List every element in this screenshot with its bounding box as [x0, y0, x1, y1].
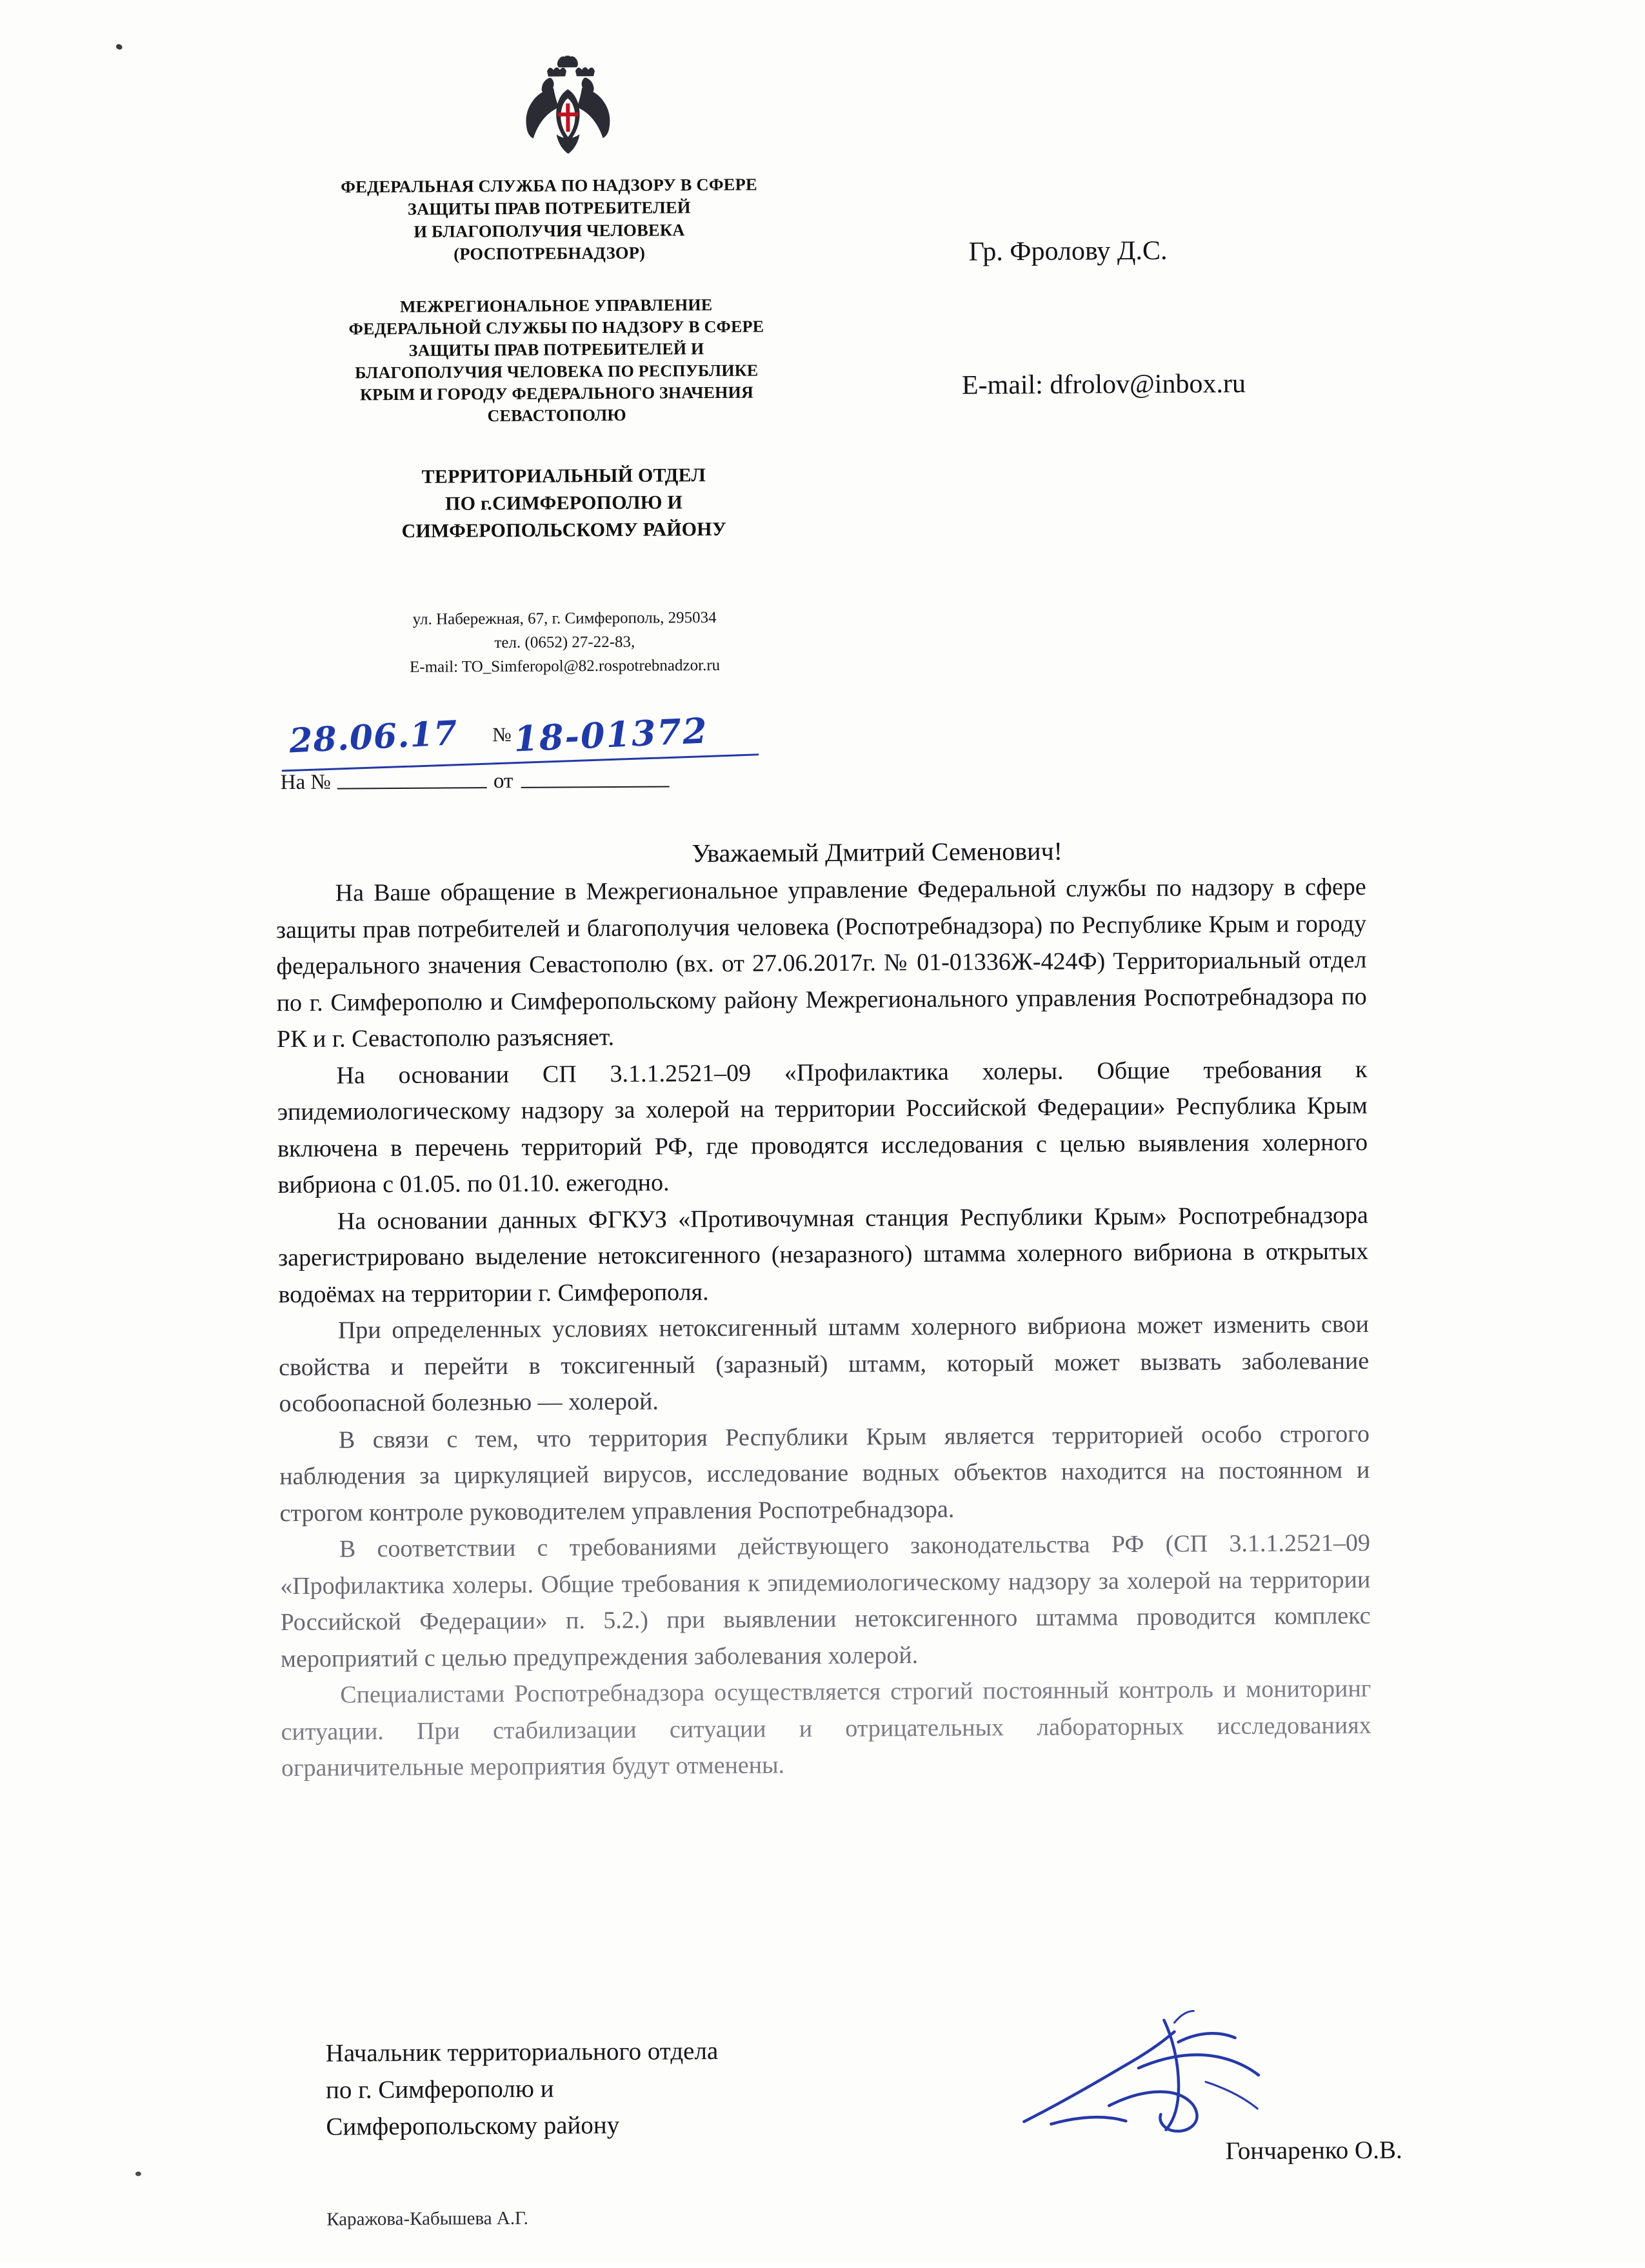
letterhead-address: [268, 605, 862, 681]
handwritten-number: 18-01372: [512, 710, 709, 760]
address-phone: тел. (0652) 27-22-83,: [494, 633, 635, 652]
body-paragraph: В связи с тем, что территория Республики Крым является территорией особо строгого наблюдения за циркуляцией вирусов, исследование водных объектов находится на постоянном и строгом контроле руководителем управления Роспотребнадзора.: [279, 1420, 1370, 1527]
department-name-line: МЕЖРЕГИОНАЛЬНОЕ УПРАВЛЕНИЕ ФЕДЕРАЛЬНОЙ СЛУЖБЫ ПО НАДЗОРУ В СФЕРЕ ЗАЩИТЫ ПРАВ ПОТРЕБИТЕЛЕЙ И БЛАГОПОЛУЧИЯ ЧЕЛОВЕКА ПО РЕСПУБЛИКЕ КРЫМ И ГОРОДУ ФЕДЕРАЛЬНОГО ЗНАЧЕНИЯ СЕВАСТОПОЛЮ: [348, 295, 764, 426]
reply-reference-line: [281, 768, 670, 795]
body-paragraph: На основании данных ФГКУЗ «Противочумная станция Республики Крым» Роспотребнадзора зарегистрировано выделение нетоксигенного (незаразного) штамма холерного вибриона в открытых водоёмах на территории г. Симферополя.: [278, 1201, 1369, 1308]
addressee-email: E-mail: dfrolov@inbox.ru: [961, 368, 1246, 401]
addressee-recipient: Гр. Фролову Д.С.: [968, 235, 1168, 267]
office-name-block: [299, 461, 829, 546]
letter-body: [276, 869, 1372, 1787]
agency-name-line: ФЕДЕРАЛЬНАЯ СЛУЖБА ПО НАДЗОРУ В СФЕРЕ ЗАЩИТЫ ПРАВ ПОТРЕБИТЕЛЕЙ И БЛАГОПОЛУЧИЯ ЧЕЛОВЕКА (РОСПОТРЕБНАДЗОР): [341, 174, 757, 264]
reply-to-field[interactable]: [337, 787, 487, 789]
reply-date-field[interactable]: [521, 786, 669, 788]
reply-to-label: На №: [280, 770, 332, 795]
body-paragraph: На основании СП 3.1.1.2521–09 «Профилактика холеры. Общие требования к эпидемиологическому надзору за холерой на территории Российской Федерации» Республика Крым включена в перечень территорий РФ, где проводятся исследования с целью выявления холерного вибриона с 01.05. по 01.10. ежегодно.: [277, 1055, 1368, 1199]
signature-title-line: Начальник территориального отдела: [325, 2037, 719, 2067]
salutation: Уважаемый Дмитрий Семенович!: [692, 836, 1063, 868]
address-email: E-mail: TO_Simferopol@82.rospotrebnadzor.ru: [409, 656, 721, 676]
department-name-block: [266, 293, 847, 428]
signature-title-block: [326, 2033, 719, 2145]
signature-title-line: Симферопольскому району: [326, 2111, 620, 2141]
body-paragraph: На Ваше обращение в Межрегиональное управление Федеральной службы по надзору в сфере защиты прав потребителей и благополучия человека (Роспотребнадзора) по Республике Крым и городу федерального значения Севастополю (вх. от 27.06.2017г. № 01-01336Ж-424Ф) Территориальный отдел по г. Симферополю и Симферопольскому району Межрегионального управления Роспотребнадзора по РК и г. Севастополю разъясняет.: [275, 873, 1367, 1053]
executor-name: Каражова-Кабышева А.Г.: [326, 2207, 528, 2230]
signature-title-line: по г. Симферополю и: [325, 2074, 554, 2104]
number-label: №: [492, 722, 512, 746]
signer-name: Гончаренко О.В.: [1225, 2136, 1402, 2165]
russian-double-headed-eagle-emblem: [503, 52, 633, 168]
office-name-line: ТЕРРИТОРИАЛЬНЫЙ ОТДЕЛ ПО г.СИМФЕРОПОЛЮ И СИМФЕРОПОЛЬСКОМУ РАЙОНУ: [401, 464, 727, 542]
body-paragraph: В соответствии с требованиями действующего законодательства РФ (СП 3.1.1.2521–09 «Профилактика холеры. Общие требования к эпидемиологическому надзору за холерой на территории Российской Федерации» п. 5.2.) при выявлении нетоксигенного штамма проводится комплекс мероприятий с целью предупреждения заболевания холерой.: [280, 1529, 1371, 1673]
agency-name-block: [252, 173, 846, 267]
scan-speck: [115, 43, 123, 50]
body-paragraph: Специалистами Роспотребнадзора осуществляется строгий постоянный контроль и мониторинг ситуации. При стабилизации ситуации и отрицательных лабораторных исследованиях ограничительные мероприятия будут отменены.: [281, 1675, 1371, 1782]
body-paragraph: При определенных условиях нетоксигенный штамм холерного вибриона может изменить свои свойства и перейти в токсигенный (заразный) штамм, который может вызвать заболевание особоопасной болезнью — холерой.: [279, 1310, 1370, 1418]
address-street: ул. Набережная, 67, г. Симферополь, 295034: [412, 608, 717, 628]
scan-speck: [135, 2171, 141, 2176]
handwritten-date: 28.06.17: [288, 713, 459, 761]
reply-date-label: от: [493, 769, 513, 793]
